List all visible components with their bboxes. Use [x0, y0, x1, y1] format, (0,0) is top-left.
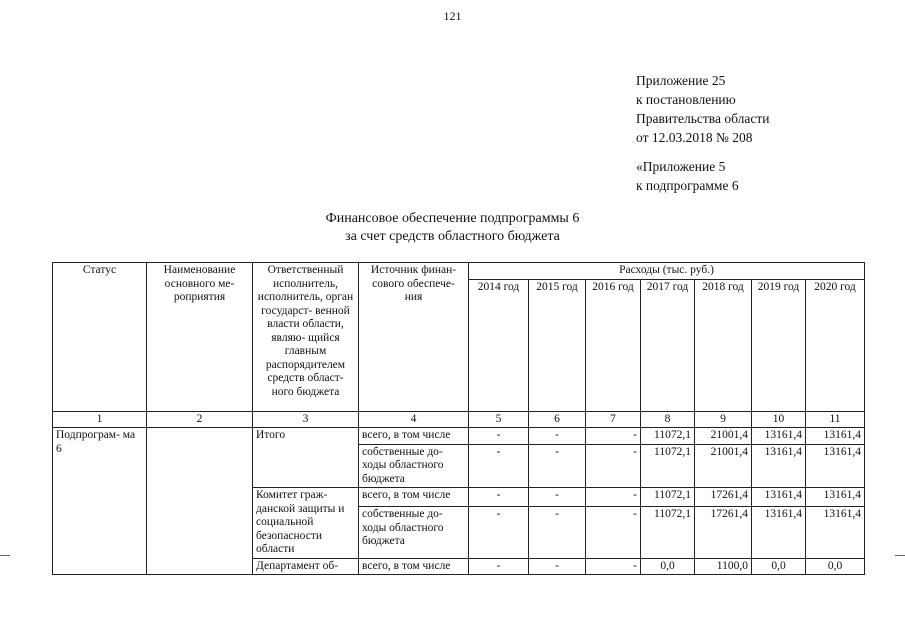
value-cell: -: [469, 444, 529, 488]
appendix-inner-reference: [636, 157, 739, 195]
header-year: 2019 год: [752, 279, 806, 411]
value-cell: 11072,1: [641, 444, 695, 488]
value-cell: -: [586, 488, 641, 507]
column-number: 7: [586, 411, 641, 428]
header-status: Статус: [53, 263, 147, 412]
executor-cell: Департамент об-: [253, 558, 359, 575]
value-cell: -: [469, 558, 529, 575]
header-name: Наименование основного ме- роприятия: [147, 263, 253, 412]
column-number-row: [53, 411, 865, 428]
appendix-line-1: Приложение 25: [636, 73, 726, 88]
left-edge-mark: [0, 555, 10, 556]
header-year: 2018 год: [695, 279, 752, 411]
header-year: 2015 год: [529, 279, 586, 411]
value-cell: 13161,4: [806, 488, 865, 507]
value-cell: 11072,1: [641, 488, 695, 507]
header-year: 2016 год: [586, 279, 641, 411]
value-cell: 13161,4: [806, 428, 865, 445]
financing-table: [52, 262, 865, 575]
page-number: 121: [443, 9, 462, 23]
value-cell: 21001,4: [695, 428, 752, 445]
column-number: 6: [529, 411, 586, 428]
title-line-2: за счет средств областного бюджета: [345, 229, 560, 244]
header-year: 2014 год: [469, 279, 529, 411]
appendix-reference: [636, 71, 769, 147]
column-number: 2: [147, 411, 253, 428]
value-cell: -: [529, 507, 586, 558]
header-row-1: [53, 263, 865, 280]
header-source: Источник финан- сового обеспече- ния: [359, 263, 469, 412]
source-cell: собственные до- ходы областного бюджета: [359, 444, 469, 488]
value-cell: 13161,4: [806, 444, 865, 488]
value-cell: -: [469, 507, 529, 558]
value-cell: 0,0: [641, 558, 695, 575]
value-cell: 11072,1: [641, 507, 695, 558]
column-number: 1: [53, 411, 147, 428]
source-cell: всего, в том числе: [359, 558, 469, 575]
value-cell: 21001,4: [695, 444, 752, 488]
value-cell: 13161,4: [752, 488, 806, 507]
value-cell: 13161,4: [752, 507, 806, 558]
appendix-line-3: Правительства области: [636, 111, 770, 126]
source-cell: всего, в том числе: [359, 428, 469, 445]
header-year: 2017 год: [641, 279, 695, 411]
column-number: 5: [469, 411, 529, 428]
document-title: [0, 210, 905, 246]
right-edge-mark: [895, 555, 905, 556]
value-cell: -: [529, 488, 586, 507]
column-number: 11: [806, 411, 865, 428]
header-executor: Ответственный исполнитель, исполнитель, орган государст- венной власти области, являю- щийся главным распорядителем средств област- ного бюджета: [253, 263, 359, 412]
value-cell: 0,0: [806, 558, 865, 575]
value-cell: 13161,4: [752, 428, 806, 445]
value-cell: 1100,0: [695, 558, 752, 575]
header-expenses: Расходы (тыс. руб.): [469, 263, 865, 280]
table-row: [53, 428, 865, 445]
value-cell: -: [586, 428, 641, 445]
executor-cell: Итого: [253, 428, 359, 488]
status-cell: Подпрограм- ма 6: [53, 428, 147, 575]
value-cell: 0,0: [752, 558, 806, 575]
column-number: 9: [695, 411, 752, 428]
name-cell: [147, 428, 253, 575]
executor-cell: Комитет граж- данской защиты и социальной безопасности области: [253, 488, 359, 559]
value-cell: 17261,4: [695, 507, 752, 558]
column-number: 4: [359, 411, 469, 428]
value-cell: -: [529, 558, 586, 575]
source-cell: всего, в том числе: [359, 488, 469, 507]
appendix-line-2: к постановлению: [636, 92, 736, 107]
value-cell: 17261,4: [695, 488, 752, 507]
column-number: 8: [641, 411, 695, 428]
appendix-inner-line-2: к подпрограмме 6: [636, 178, 739, 193]
value-cell: -: [469, 428, 529, 445]
title-line-1: Финансовое обеспечение подпрограммы 6: [325, 211, 580, 226]
source-cell: собственные до- ходы областного бюджета: [359, 507, 469, 558]
column-number: 3: [253, 411, 359, 428]
value-cell: -: [529, 428, 586, 445]
value-cell: -: [529, 444, 586, 488]
value-cell: -: [586, 558, 641, 575]
column-number: 10: [752, 411, 806, 428]
header-year: 2020 год: [806, 279, 865, 411]
value-cell: 13161,4: [752, 444, 806, 488]
appendix-line-4: от 12.03.2018 № 208: [636, 130, 753, 145]
value-cell: 11072,1: [641, 428, 695, 445]
value-cell: 13161,4: [806, 507, 865, 558]
value-cell: -: [469, 488, 529, 507]
value-cell: -: [586, 507, 641, 558]
value-cell: -: [586, 444, 641, 488]
appendix-inner-line-1: «Приложение 5: [636, 159, 726, 174]
